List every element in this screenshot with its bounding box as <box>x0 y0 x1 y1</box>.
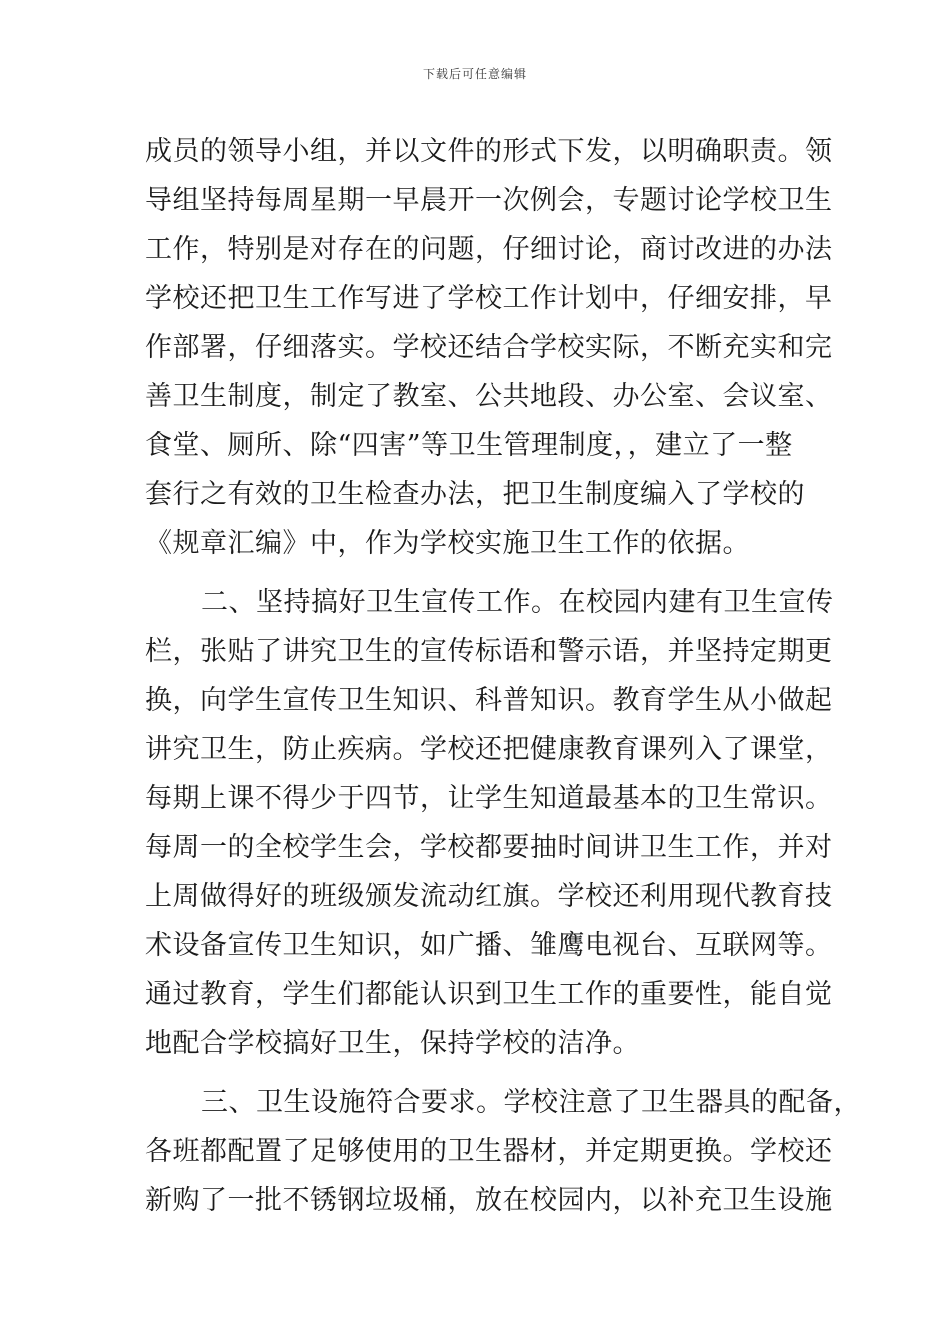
text-line: 套行之有效的卫生检查办法，把卫生制度编入了学校的 <box>145 479 805 510</box>
text-line: 导组坚持每周星期一早晨开一次例会，专题讨论学校卫生 <box>145 185 833 216</box>
paragraph-1 <box>145 127 833 568</box>
text-line: 换，向学生宣传卫生知识、科普知识。教育学生从小做起 <box>145 685 833 716</box>
text-line: 术设备宣传卫生知识，如广播、雏鹰电视台、互联网等。 <box>145 930 833 961</box>
text-line: 食堂、厕所、除“四害”等卫生管理制度，，建立了一整 <box>145 430 793 461</box>
text-line: 《规章汇编》中，作为学校实施卫生工作的依据。 <box>145 528 750 559</box>
text-line: 上周做得好的班级颁发流动红旗。学校还利用现代教育技 <box>145 881 833 912</box>
text-line: 善卫生制度，制定了教室、公共地段、办公室、会议室、 <box>145 381 833 412</box>
text-line: 通过教育，学生们都能认识到卫生工作的重要性，能自觉 <box>145 979 833 1010</box>
text-line: 成员的领导小组，并以文件的形式下发，以明确职责。领 <box>145 136 833 167</box>
text-line: 栏，张贴了讲究卫生的宣传标语和警示语，并坚持定期更 <box>145 636 833 667</box>
text-line: 各班都配置了足够使用的卫生器材，并定期更换。学校还 <box>145 1136 833 1167</box>
text-line: 讲究卫生，防止疾病。学校还把健康教育课列入了课堂， <box>145 734 833 765</box>
text-line: 三、卫生设施符合要求。学校注意了卫生器具的配备， <box>201 1087 861 1118</box>
text-line: 学校还把卫生工作写进了学校工作计划中，仔细安排，早 <box>145 283 833 314</box>
text-line: 作部署，仔细落实。学校还结合学校实际，不断充实和完 <box>145 332 833 363</box>
text-line: 每周一的全校学生会，学校都要抽时间讲卫生工作，并对 <box>145 832 833 863</box>
document-body <box>145 127 861 1225</box>
text-line: 每期上课不得少于四节，让学生知道最基本的卫生常识。 <box>145 783 833 814</box>
text-line: 二、坚持搞好卫生宣传工作。在校园内建有卫生宣传 <box>201 587 834 618</box>
page-header: 下载后可任意编辑 <box>422 67 527 81</box>
paragraph-2 <box>145 578 834 1068</box>
text-line: 新购了一批不锈钢垃圾桶，放在校园内，以补充卫生设施 <box>145 1185 833 1216</box>
paragraph-3 <box>145 1078 861 1225</box>
text-line: 工作，特别是对存在的问题，仔细讨论，商讨改进的办法 <box>145 234 833 265</box>
text-line: 地配合学校搞好卫生，保持学校的洁净。 <box>145 1028 640 1059</box>
